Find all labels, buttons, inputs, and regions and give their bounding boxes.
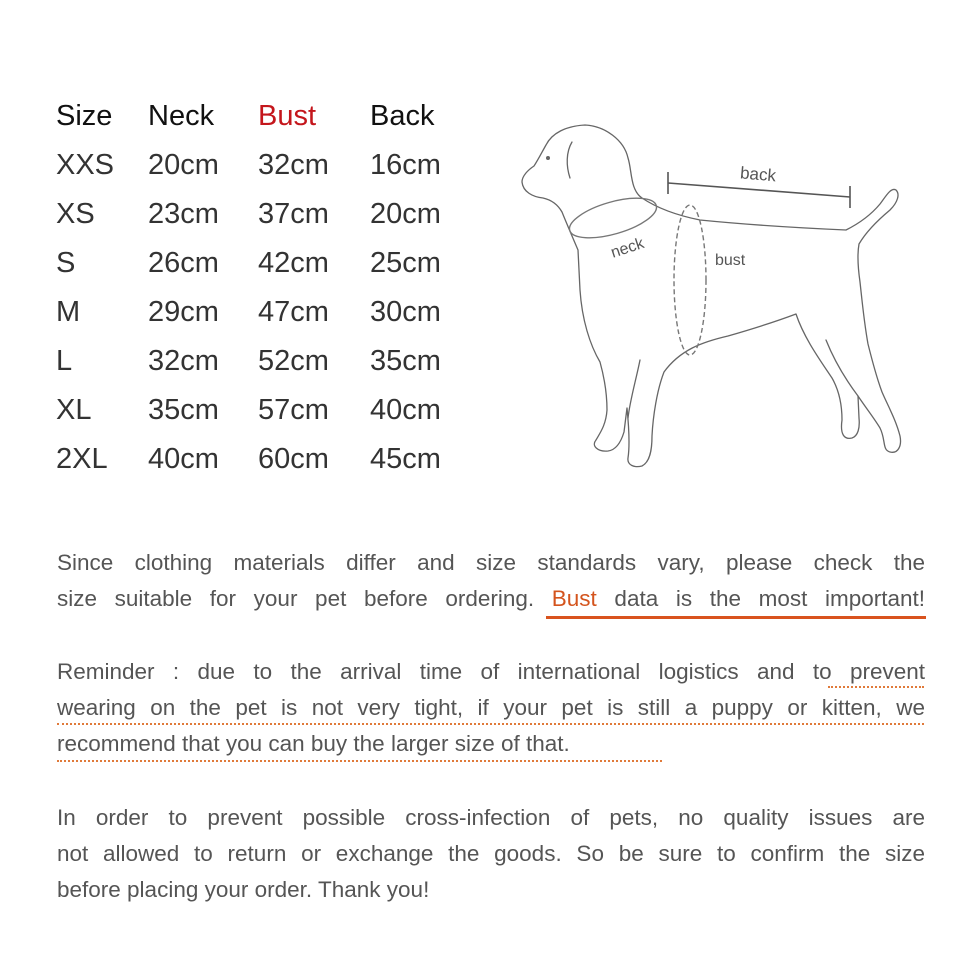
neck-cell: 26cm <box>148 247 219 279</box>
back-cell: 45cm <box>370 443 441 475</box>
reminder-dotted-underline-1 <box>828 686 924 688</box>
size-cell: XS <box>56 198 95 230</box>
neck-cell: 35cm <box>148 394 219 426</box>
neck-cell: 23cm <box>148 198 219 230</box>
reminder-dotted-underline-3 <box>57 760 662 762</box>
policy-line-2: not allowed to return or exchange the goods. So be sure to confirm the size <box>57 841 925 866</box>
bust-cell: 32cm <box>258 149 329 181</box>
notice-line-1: Since clothing materials differ and size standards vary, please check the <box>57 550 925 575</box>
back-cell: 25cm <box>370 247 441 279</box>
size-row <box>56 190 480 239</box>
bust-label: bust <box>715 252 746 269</box>
bust-cell: 57cm <box>258 394 329 426</box>
back-label: back <box>739 163 777 186</box>
reminder-dotted-underline-2 <box>57 723 924 725</box>
notice-bust-highlight: Bust <box>551 586 597 611</box>
reminder-line-1: Reminder : due to the arrival time of international logistics and to prevent <box>57 659 925 684</box>
size-cell: XL <box>56 394 92 426</box>
bust-cell: 42cm <box>258 247 329 279</box>
bust-cell: 37cm <box>258 198 329 230</box>
size-cell: S <box>56 247 76 279</box>
size-row <box>56 288 480 337</box>
neck-cell: 40cm <box>148 443 219 475</box>
neck-cell: 32cm <box>148 345 219 377</box>
header-back: Back <box>370 100 435 132</box>
size-row <box>56 435 480 484</box>
back-cell: 35cm <box>370 345 441 377</box>
size-cell: L <box>56 345 73 377</box>
size-cell: M <box>56 296 81 328</box>
back-cell: 20cm <box>370 198 441 230</box>
policy-line-3: before placing your order. Thank you! <box>57 877 430 902</box>
size-cell: XXS <box>56 149 115 181</box>
policy-line-1: In order to prevent possible cross-infection of pets, no quality issues are <box>57 805 925 830</box>
neck-cell: 29cm <box>148 296 219 328</box>
bust-cell: 52cm <box>258 345 329 377</box>
bust-emphasis-underline <box>546 616 926 619</box>
dog-measurement-diagram <box>510 115 920 485</box>
reminder-line-3: recommend that you can buy the larger size of that. <box>57 731 570 756</box>
bust-measure-line <box>674 205 706 355</box>
back-cell: 30cm <box>370 296 441 328</box>
size-row <box>56 337 480 386</box>
return-policy-text <box>57 800 925 908</box>
header-neck: Neck <box>148 100 215 132</box>
size-chart-table <box>56 92 480 484</box>
dog-eye <box>546 156 550 160</box>
neck-measure-line <box>565 190 660 246</box>
reminder-text <box>57 654 925 762</box>
back-cell: 40cm <box>370 394 441 426</box>
size-row <box>56 141 480 190</box>
bust-cell: 47cm <box>258 296 329 328</box>
dog-outline <box>522 125 901 467</box>
bust-cell: 60cm <box>258 443 329 475</box>
neck-label: neck <box>608 235 647 262</box>
sizing-notice <box>57 545 925 617</box>
dog-inner-leg <box>628 360 640 418</box>
size-cell: 2XL <box>56 443 108 475</box>
size-row <box>56 239 480 288</box>
dog-hind-inner <box>826 340 858 396</box>
notice-line-2-end: data is the most important! <box>596 586 926 611</box>
notice-line-2-start: size suitable for your pet before ordering. <box>57 586 552 611</box>
size-row <box>56 386 480 435</box>
header-size: Size <box>56 100 113 132</box>
neck-cell: 20cm <box>148 149 219 181</box>
header-bust: Bust <box>258 100 317 132</box>
back-cell: 16cm <box>370 149 441 181</box>
notice-line-2 <box>57 581 925 617</box>
reminder-line-2: wearing on the pet is not very tight, if your pet is still a puppy or kitten, we <box>57 695 925 720</box>
size-chart-header-row <box>56 92 480 141</box>
dog-ear <box>567 142 572 178</box>
